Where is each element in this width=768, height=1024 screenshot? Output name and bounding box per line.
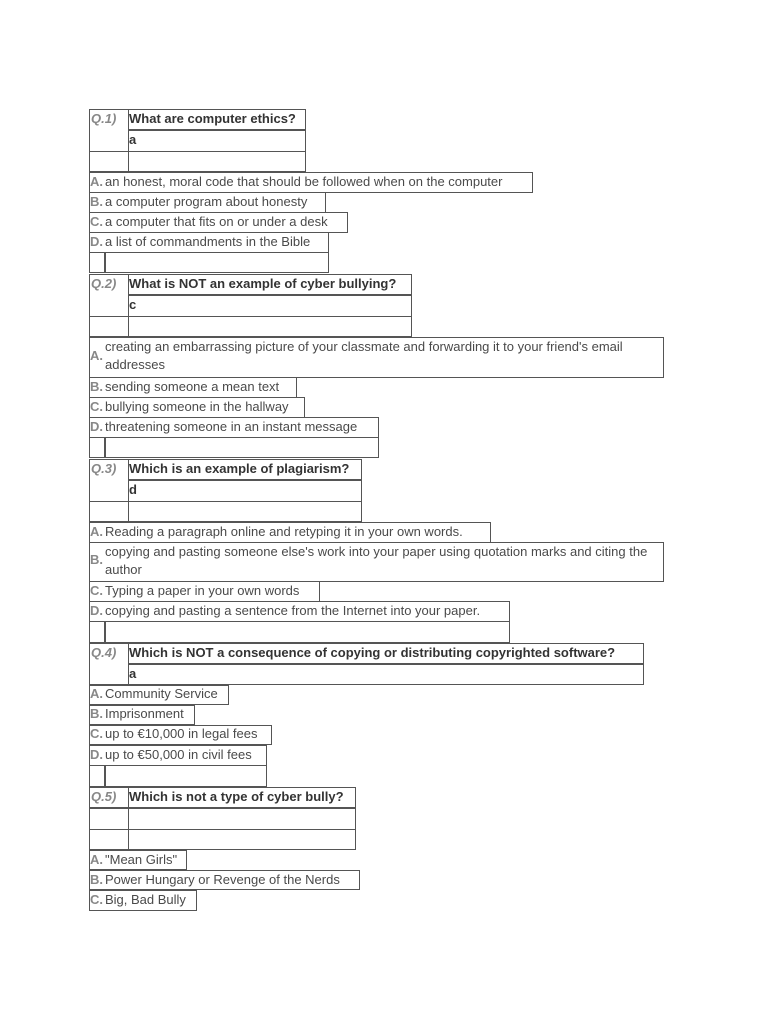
option-text: Big, Bad Bully <box>105 892 186 907</box>
question-text: Which is an example of plagiarism? <box>129 461 350 476</box>
divider <box>128 479 362 481</box>
option-text: a list of commandments in the Bible <box>105 234 311 249</box>
option-letter: D. <box>90 419 103 434</box>
divider <box>104 437 106 458</box>
question-text: Which is not a type of cyber bully? <box>129 789 344 804</box>
divider <box>128 129 306 131</box>
option-text: Community Service <box>105 686 218 701</box>
option-text: an honest, moral code that should be followed when on the computer <box>105 174 503 189</box>
divider <box>104 765 106 787</box>
blank-row <box>89 621 510 643</box>
blank-row <box>89 437 379 458</box>
question-number: Q.2) <box>91 276 117 291</box>
divider <box>104 252 106 273</box>
divider <box>89 807 356 809</box>
option-letter: B. <box>90 194 103 209</box>
answer-value: c <box>129 297 137 312</box>
answer-value: a <box>129 132 137 147</box>
question-number: Q.4) <box>91 645 117 660</box>
option-text: Typing a paper in your own words <box>105 583 300 598</box>
option-letter: C. <box>90 726 103 741</box>
blank-row <box>89 316 412 337</box>
option-text: threatening someone in an instant message <box>105 419 358 434</box>
option-letter: A. <box>90 686 103 701</box>
option-text: creating an embarrassing picture of your classmate and forwarding it to your friend's email addresses <box>105 339 623 372</box>
option-letter: B. <box>90 872 103 887</box>
divider <box>128 294 412 296</box>
option-text: Reading a paragraph online and retyping it in your own words. <box>105 524 463 539</box>
option-letter: D. <box>90 747 103 762</box>
blank-row <box>89 501 362 522</box>
option-letter: A. <box>90 524 103 539</box>
option-text: "Mean Girls" <box>105 852 178 867</box>
option-letter: D. <box>90 234 103 249</box>
option-text: a computer that fits on or under a desk <box>105 214 328 229</box>
option-letter: A. <box>90 174 103 189</box>
option-letter: C. <box>90 892 103 907</box>
divider <box>128 663 644 665</box>
option-text: Imprisonment <box>105 706 184 721</box>
option-letter: A. <box>90 348 103 363</box>
blank-row <box>89 765 267 787</box>
question-text: Which is NOT a consequence of copying or distributing copyrighted software? <box>129 645 616 660</box>
question-number: Q.3) <box>91 461 117 476</box>
option-letter: C. <box>90 399 103 414</box>
question-number: Q.1) <box>91 111 117 126</box>
blank-row <box>89 252 329 273</box>
option-text: up to €50,000 in civil fees <box>105 747 252 762</box>
option-text: Power Hungary or Revenge of the Nerds <box>105 872 340 887</box>
question-text: What is NOT an example of cyber bullying? <box>129 276 397 291</box>
blank-row <box>89 151 306 172</box>
option-text: copying and pasting someone else's work into your paper using quotation marks and citing the author <box>105 544 648 577</box>
option-letter: A. <box>90 852 103 867</box>
option-letter: C. <box>90 583 103 598</box>
option-letter: B. <box>90 706 103 721</box>
blank-row <box>89 829 356 850</box>
option-letter: B. <box>90 379 103 394</box>
option-text: bullying someone in the hallway <box>105 399 289 414</box>
option-letter: C. <box>90 214 103 229</box>
option-text: up to €10,000 in legal fees <box>105 726 258 741</box>
question-number: Q.5) <box>91 789 117 804</box>
question-text: What are computer ethics? <box>129 111 296 126</box>
option-text: copying and pasting a sentence from the Internet into your paper. <box>105 603 481 618</box>
option-letter: D. <box>90 603 103 618</box>
option-text: sending someone a mean text <box>105 379 280 394</box>
option-text: a computer program about honesty <box>105 194 308 209</box>
answer-value: d <box>129 482 137 497</box>
answer-value: a <box>129 666 137 681</box>
option-letter: B. <box>90 552 103 567</box>
divider <box>104 621 106 643</box>
